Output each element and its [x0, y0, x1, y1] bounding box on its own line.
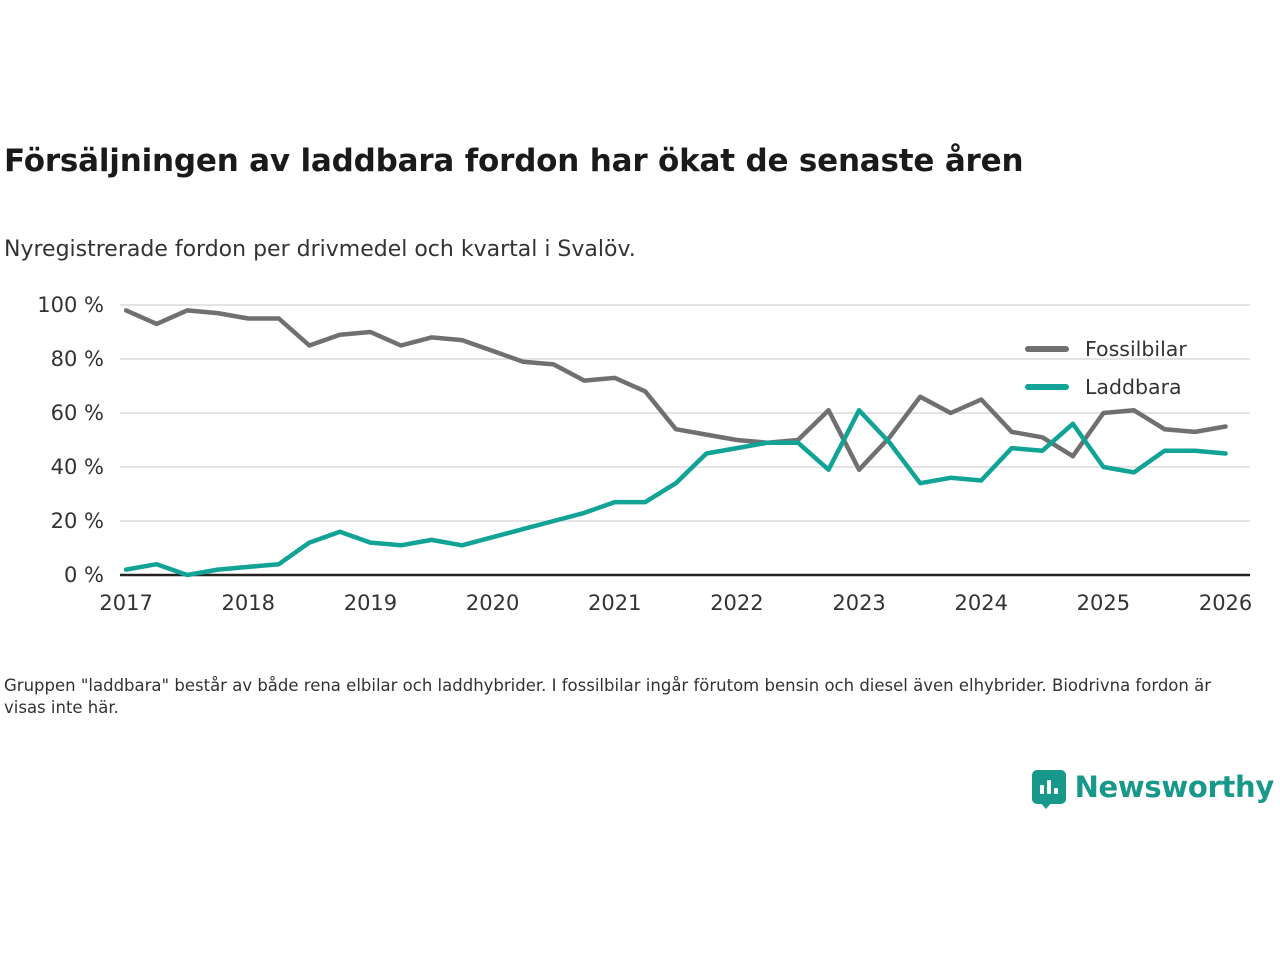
y-axis-tick-label: 40 % — [50, 455, 104, 479]
legend-swatch-fossilbilar — [1025, 346, 1069, 352]
x-axis-tick-label: 2021 — [588, 591, 642, 615]
series-line-laddbara — [126, 410, 1225, 575]
logo-text: Newsworthy — [1074, 770, 1274, 804]
legend-item-fossilbilar — [1025, 330, 1275, 368]
newsworthy-logo — [1032, 770, 1274, 804]
x-axis-tick-label: 2023 — [832, 591, 886, 615]
chart-subtitle: Nyregistrerade fordon per drivmedel och kvartal i Svalöv. — [4, 237, 636, 262]
y-axis-tick-label: 0 % — [64, 563, 104, 587]
y-axis-tick-label: 80 % — [50, 347, 104, 371]
x-axis-tick-label: 2020 — [465, 591, 520, 615]
x-axis-tick-label: 2017 — [99, 591, 153, 615]
x-axis-tick-label: 2018 — [221, 591, 275, 615]
y-axis-tick-label: 100 % — [37, 293, 104, 317]
legend-label-fossilbilar: Fossilbilar — [1085, 337, 1187, 361]
chart-footnote: Gruppen "laddbara" består av både rena elbilar och laddhybrider. I fossilbilar ingår förutom bensin och diesel även elhybrider. Biodrivna fordon är visas inte här. — [4, 676, 1211, 717]
x-axis-tick-label: 2025 — [1076, 591, 1131, 615]
logo-tail-icon — [1039, 801, 1053, 809]
line-chart — [0, 285, 1280, 625]
y-axis-tick-label: 20 % — [50, 509, 104, 533]
legend-label-laddbara: Laddbara — [1085, 375, 1182, 399]
legend-swatch-laddbara — [1025, 384, 1069, 390]
logo-chart-icon — [1032, 770, 1066, 804]
x-axis-tick-label: 2022 — [710, 591, 764, 615]
y-axis-tick-label: 60 % — [50, 401, 104, 425]
x-axis-tick-label: 2024 — [954, 591, 1008, 615]
x-axis-tick-label: 2019 — [343, 591, 398, 615]
x-axis-tick-label: 2026 — [1198, 591, 1253, 615]
page-title: Försäljningen av laddbara fordon har ökat de senaste åren — [4, 143, 1024, 179]
chart-legend — [1025, 330, 1275, 406]
legend-item-laddbara — [1025, 368, 1275, 406]
logo-bars-icon — [1032, 770, 1066, 804]
